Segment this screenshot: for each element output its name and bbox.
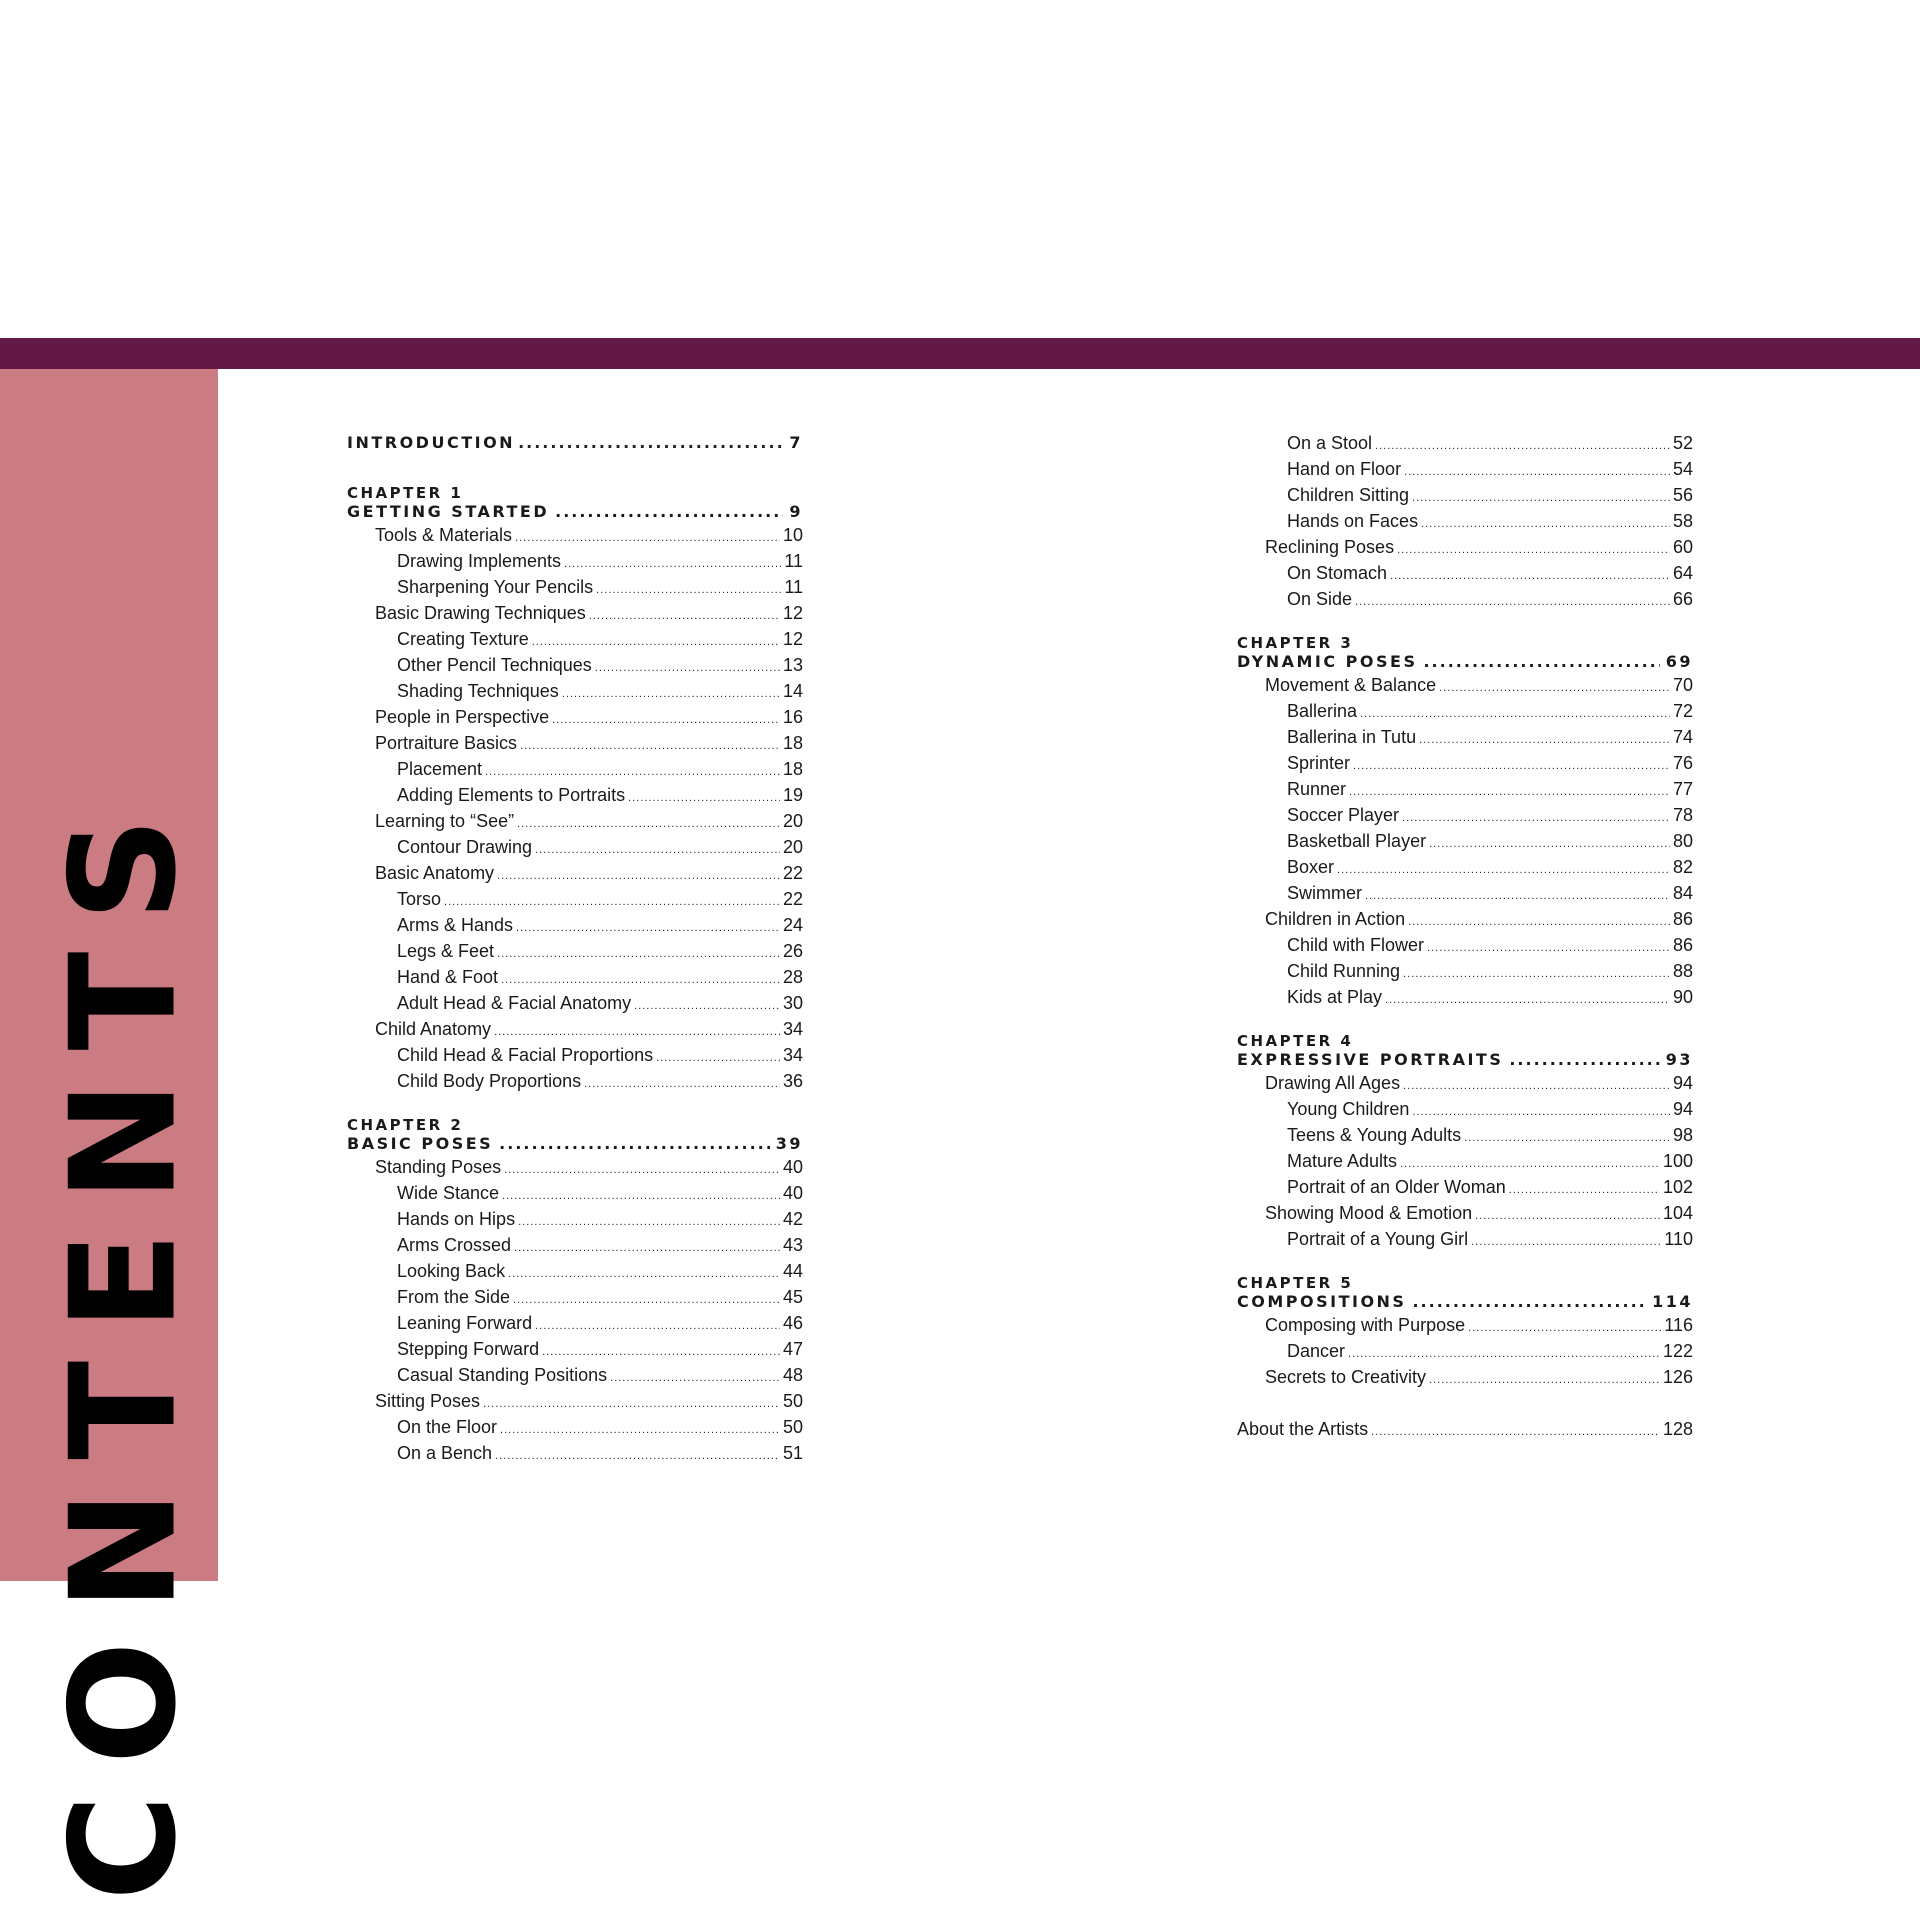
toc-entry-title: Casual Standing Positions	[397, 1365, 608, 1385]
toc-entry-page: 13	[782, 655, 803, 675]
toc-entry-title: Dancer	[1287, 1341, 1346, 1361]
toc-entry-page: 122	[1662, 1341, 1693, 1361]
dot-leader	[513, 1287, 780, 1313]
toc-entry[interactable]	[347, 912, 803, 938]
toc-entry-page: 46	[782, 1313, 803, 1333]
dot-leader	[1439, 675, 1670, 701]
toc-entry[interactable]	[347, 704, 803, 730]
toc-entry-title: Placement	[397, 759, 483, 779]
toc-entry-page: 43	[782, 1235, 803, 1255]
toc-entry-page: 34	[782, 1045, 803, 1065]
toc-entry-page: 47	[782, 1339, 803, 1359]
toc-entry-title: Swimmer	[1287, 883, 1362, 903]
dot-leader	[555, 502, 783, 522]
toc-entry-title: Other Pencil Techniques	[397, 655, 592, 675]
toc-entry[interactable]	[1237, 906, 1693, 932]
toc-entry[interactable]	[347, 1284, 803, 1310]
toc-entry-page: 98	[1672, 1125, 1693, 1145]
toc-entry[interactable]	[1237, 1338, 1693, 1364]
toc-entry[interactable]	[347, 1016, 803, 1042]
dot-leader	[517, 811, 780, 837]
toc-entry-title: About the Artists	[1237, 1419, 1369, 1439]
toc-entry-about-the-artists[interactable]	[1237, 1416, 1693, 1442]
toc-entry[interactable]	[347, 1388, 803, 1414]
toc-entry-page: 72	[1672, 701, 1693, 721]
toc-entry-page: 20	[782, 837, 803, 857]
toc-entry-page: 51	[782, 1443, 803, 1463]
dot-leader	[1412, 485, 1670, 511]
toc-entry-title: Sitting Poses	[375, 1391, 481, 1411]
toc-entry[interactable]	[1237, 456, 1693, 482]
toc-entry[interactable]	[1237, 776, 1693, 802]
chapter-page: 39	[775, 1134, 803, 1153]
chapter-page: 93	[1665, 1050, 1693, 1069]
dot-leader	[656, 1045, 780, 1071]
toc-entry[interactable]	[1237, 750, 1693, 776]
toc-entry-page: 11	[784, 551, 803, 571]
dot-leader	[1355, 589, 1670, 615]
toc-entry-title: Learning to “See”	[375, 811, 515, 831]
toc-entry-title: Hands on Faces	[1287, 511, 1419, 531]
toc-entry-page: 77	[1672, 779, 1693, 799]
dot-leader	[628, 785, 780, 811]
toc-entry[interactable]	[347, 1258, 803, 1284]
toc-entry-title: Wide Stance	[397, 1183, 500, 1203]
toc-entry-title: Looking Back	[397, 1261, 506, 1281]
toc-entry[interactable]	[347, 600, 803, 626]
toc-entry-page: 18	[782, 733, 803, 753]
dot-leader	[1404, 459, 1670, 485]
toc-entry[interactable]	[347, 522, 803, 548]
toc-entry-title: Reclining Poses	[1265, 537, 1395, 557]
toc-entry[interactable]	[347, 1206, 803, 1232]
toc-entry-title: Leaning Forward	[397, 1313, 533, 1333]
toc-entry[interactable]	[1237, 880, 1693, 906]
toc-entry-title: Runner	[1287, 779, 1347, 799]
toc-entry-page: 24	[782, 915, 803, 935]
toc-entry-page: 40	[782, 1157, 803, 1177]
toc-entry-page: 58	[1672, 511, 1693, 531]
dot-leader	[1464, 1125, 1670, 1151]
chapter-number: CHAPTER 5	[1237, 1274, 1354, 1292]
toc-entry-title: Child Head & Facial Proportions	[397, 1045, 654, 1065]
toc-entry[interactable]	[347, 938, 803, 964]
toc-entry-page: 80	[1672, 831, 1693, 851]
dot-leader	[1337, 857, 1670, 883]
toc-entry-page: 52	[1672, 433, 1693, 453]
chapter-heading[interactable]	[347, 502, 803, 522]
toc-entry-page: 45	[782, 1287, 803, 1307]
dot-leader	[535, 837, 780, 863]
toc-entry[interactable]	[347, 1310, 803, 1336]
toc-entry-title: Children in Action	[1265, 909, 1406, 929]
toc-entry[interactable]	[1237, 932, 1693, 958]
toc-entry[interactable]	[347, 834, 803, 860]
toc-entry-page: 18	[782, 759, 803, 779]
toc-entry-title: Boxer	[1287, 857, 1335, 877]
dot-leader	[1429, 831, 1670, 857]
chapter-number: CHAPTER 1	[347, 484, 464, 502]
toc-entry-page: 70	[1672, 675, 1693, 695]
toc-entry-page: 110	[1664, 1229, 1693, 1249]
toc-entry-title: Mature Adults	[1287, 1151, 1398, 1171]
toc-entry-page: 28	[782, 967, 803, 987]
toc-entry-page: 94	[1672, 1073, 1693, 1093]
toc-entry[interactable]	[1237, 482, 1693, 508]
toc-entry-page: 30	[782, 993, 803, 1013]
toc-entry[interactable]	[347, 1362, 803, 1388]
chapter-title: EXPRESSIVE PORTRAITS	[1237, 1050, 1504, 1069]
toc-entry-title: Basic Drawing Techniques	[375, 603, 586, 623]
chapter-number: CHAPTER 4	[1237, 1032, 1354, 1050]
toc-entry-title: Adding Elements to Portraits	[397, 785, 626, 805]
toc-entry[interactable]	[347, 1336, 803, 1362]
chapter-2	[347, 1116, 803, 1466]
toc-entry-page: 42	[782, 1209, 803, 1229]
toc-entry-title: Ballerina in Tutu	[1287, 727, 1417, 747]
toc-entry-title: On Side	[1287, 589, 1353, 609]
toc-entry-title: Child Body Proportions	[397, 1071, 582, 1091]
toc-entry[interactable]	[347, 808, 803, 834]
dot-leader	[1385, 987, 1670, 1013]
toc-entry-title: Basketball Player	[1287, 831, 1427, 851]
toc-entry-title: Hands on Hips	[397, 1209, 516, 1229]
toc-entry-page: 56	[1672, 485, 1693, 505]
toc-entry[interactable]	[1237, 724, 1693, 750]
toc-entry[interactable]	[1237, 1122, 1693, 1148]
dot-leader	[584, 1071, 780, 1097]
dot-leader	[502, 1183, 780, 1209]
toc-entry-page: 40	[782, 1183, 803, 1203]
toc-entry-page: 16	[782, 707, 803, 727]
dot-leader	[1397, 537, 1670, 563]
toc-entry-title: Tools & Materials	[375, 525, 513, 545]
toc-entry[interactable]	[1237, 508, 1693, 534]
toc-entry[interactable]	[1237, 698, 1693, 724]
toc-entry-page: 116	[1664, 1315, 1693, 1335]
dot-leader	[610, 1365, 780, 1391]
chapter-1	[347, 484, 803, 1094]
toc-entry-title: On a Stool	[1287, 433, 1373, 453]
dot-leader	[518, 1209, 780, 1235]
toc-entry-page: 50	[782, 1417, 803, 1437]
toc-entry-title: Adult Head & Facial Anatomy	[397, 993, 632, 1013]
toc-entry-title: From the Side	[397, 1287, 511, 1307]
toc-entry[interactable]	[347, 782, 803, 808]
toc-entry-page: 12	[782, 629, 803, 649]
dot-leader	[497, 941, 780, 967]
toc-entry-title: Portrait of a Young Girl	[1287, 1229, 1469, 1249]
toc-entry-introduction[interactable]	[347, 430, 803, 456]
toc-entry-page: 11	[784, 577, 803, 597]
toc-entry-page: 128	[1662, 1419, 1693, 1439]
chapter-heading[interactable]	[1237, 1050, 1693, 1070]
dot-leader	[520, 733, 780, 759]
dot-leader	[1421, 511, 1670, 537]
toc-entry[interactable]	[1237, 672, 1693, 698]
dot-leader	[1365, 883, 1670, 909]
toc-entry[interactable]	[1237, 1226, 1693, 1252]
toc-entry-page: 94	[1672, 1099, 1693, 1119]
dot-leader	[634, 993, 780, 1019]
toc-entry-title: Portrait of an Older Woman	[1287, 1177, 1506, 1197]
toc-entry-page: 66	[1672, 589, 1693, 609]
toc-entry[interactable]	[1237, 560, 1693, 586]
toc-entry[interactable]	[1237, 586, 1693, 612]
dot-leader	[516, 915, 780, 941]
toc-entry[interactable]	[347, 652, 803, 678]
toc-entry-title: Stepping Forward	[397, 1339, 540, 1359]
dot-leader	[504, 1157, 780, 1183]
dot-leader	[1427, 935, 1670, 961]
dot-leader	[1509, 1177, 1660, 1203]
toc-entry[interactable]	[1237, 828, 1693, 854]
toc-entry[interactable]	[347, 886, 803, 912]
dot-leader	[1353, 753, 1670, 779]
chapter-title: GETTING STARTED	[347, 502, 550, 521]
toc-entry-title: Kids at Play	[1287, 987, 1383, 1007]
toc-entry-page: 19	[782, 785, 803, 805]
toc-entry-page: 100	[1662, 1151, 1693, 1171]
toc-entry-title: Child Running	[1287, 961, 1401, 981]
toc-entry-page: 82	[1672, 857, 1693, 877]
toc-entry-title: INTRODUCTION	[347, 433, 516, 452]
toc-entry[interactable]	[347, 860, 803, 886]
dot-leader	[1371, 1419, 1660, 1445]
toc-entry-title: Hand on Floor	[1287, 459, 1402, 479]
toc-entry-page: 86	[1672, 909, 1693, 929]
toc-right-column	[1237, 430, 1693, 1442]
toc-entry[interactable]	[1237, 534, 1693, 560]
dot-leader	[500, 1417, 780, 1443]
toc-entry-page: 126	[1662, 1367, 1693, 1387]
chapter-title: DYNAMIC POSES	[1237, 652, 1418, 671]
toc-entry-page: 88	[1672, 961, 1693, 981]
toc-entry-title: Hand & Foot	[397, 967, 499, 987]
toc-entry-title: Contour Drawing	[397, 837, 533, 857]
toc-entry-page: 48	[782, 1365, 803, 1385]
toc-entry-title: Sprinter	[1287, 753, 1351, 773]
dot-leader	[1408, 909, 1670, 935]
toc-entry-page: 84	[1672, 883, 1693, 903]
dot-leader	[497, 863, 780, 889]
toc-entry[interactable]	[347, 730, 803, 756]
dot-leader	[1402, 805, 1670, 831]
toc-entry-title: Arms & Hands	[397, 915, 514, 935]
toc-entry-title: Ballerina	[1287, 701, 1358, 721]
chapter-title: BASIC POSES	[347, 1134, 494, 1153]
toc-entry-title: Standing Poses	[375, 1157, 502, 1177]
chapter-number: CHAPTER 2	[347, 1116, 464, 1134]
toc-entry-page: 78	[1672, 805, 1693, 825]
toc-entry-title: Drawing All Ages	[1265, 1073, 1401, 1093]
toc-entry-title: On the Floor	[397, 1417, 498, 1437]
dot-leader	[1412, 1292, 1646, 1312]
toc-entry-title: Children Sitting	[1287, 485, 1410, 505]
toc-entry[interactable]	[347, 1154, 803, 1180]
toc-entry-title: Creating Texture	[397, 629, 529, 649]
toc-entry[interactable]	[347, 964, 803, 990]
toc-entry[interactable]	[347, 1042, 803, 1068]
toc-entry-page: 26	[782, 941, 803, 961]
toc-entry[interactable]	[1237, 854, 1693, 880]
toc-entry-page: 50	[782, 1391, 803, 1411]
toc-entry[interactable]	[347, 990, 803, 1016]
toc-entry-title: Secrets to Creativity	[1265, 1367, 1427, 1387]
toc-entry[interactable]	[1237, 802, 1693, 828]
dot-leader	[508, 1261, 780, 1287]
toc-entry[interactable]	[347, 678, 803, 704]
toc-entry-title: Soccer Player	[1287, 805, 1400, 825]
dot-leader	[518, 430, 786, 456]
toc-entry[interactable]	[347, 1068, 803, 1094]
toc-entry-title: Showing Mood & Emotion	[1265, 1203, 1473, 1223]
top-band	[0, 338, 1920, 369]
toc-entry-page: 104	[1662, 1203, 1693, 1223]
toc-entry[interactable]	[1237, 1200, 1693, 1226]
chapter-page: 9	[789, 502, 803, 521]
toc-entry[interactable]	[1237, 1364, 1693, 1390]
toc-entry-page: 36	[782, 1071, 803, 1091]
toc-entry[interactable]	[1237, 1312, 1693, 1338]
toc-entry[interactable]	[347, 756, 803, 782]
toc-entry-page: 54	[1672, 459, 1693, 479]
dot-leader	[595, 655, 780, 681]
toc-entry-page: 74	[1672, 727, 1693, 747]
chapter-heading[interactable]	[1237, 652, 1693, 672]
toc-entry-title: Arms Crossed	[397, 1235, 512, 1255]
toc-entry-title: Movement & Balance	[1265, 675, 1437, 695]
toc-entry-page: 10	[782, 525, 803, 545]
dot-leader	[1475, 1203, 1660, 1229]
contents-title: CONTENTS	[39, 787, 209, 1901]
toc-entry-title: Torso	[397, 889, 442, 909]
chapter-number: CHAPTER 3	[1237, 634, 1354, 652]
toc-entry[interactable]	[347, 1180, 803, 1206]
toc-entry-title: Child Anatomy	[375, 1019, 492, 1039]
toc-entry-title: Young Children	[1287, 1099, 1410, 1119]
dot-leader	[552, 707, 780, 733]
dot-leader	[1375, 433, 1670, 459]
toc-entry[interactable]	[347, 574, 803, 600]
chapter-4	[1237, 1032, 1693, 1252]
toc-entry[interactable]	[347, 1440, 803, 1466]
toc-entry[interactable]	[1237, 430, 1693, 456]
toc-entry-page: 22	[782, 863, 803, 883]
toc-entry-title: People in Perspective	[375, 707, 550, 727]
chapter-3	[1237, 634, 1693, 1010]
dot-leader	[562, 681, 780, 707]
dot-leader	[535, 1313, 780, 1339]
side-band	[0, 369, 218, 1901]
dot-leader	[483, 1391, 780, 1417]
chapter-title: COMPOSITIONS	[1237, 1292, 1407, 1311]
dot-leader	[564, 551, 781, 577]
toc-entry-title: Basic Anatomy	[375, 863, 495, 883]
toc-entry[interactable]	[1237, 1096, 1693, 1122]
toc-entry-title: Legs & Feet	[397, 941, 495, 961]
toc-entry-page: 34	[782, 1019, 803, 1039]
dot-leader	[1468, 1315, 1661, 1341]
dot-leader	[1471, 1229, 1661, 1255]
chapter-page: 69	[1665, 652, 1693, 671]
toc-entry-title: On a Bench	[397, 1443, 493, 1463]
toc-entry[interactable]	[347, 548, 803, 574]
toc-entry[interactable]	[1237, 958, 1693, 984]
dot-leader	[1423, 652, 1659, 672]
dot-leader	[1509, 1050, 1659, 1070]
toc-entry-title: Composing with Purpose	[1265, 1315, 1466, 1335]
toc-entry-page: 7	[789, 433, 803, 452]
toc-entry[interactable]	[1237, 1148, 1693, 1174]
toc-entry-page: 64	[1672, 563, 1693, 583]
toc-entry[interactable]	[347, 1414, 803, 1440]
toc-entry-page: 44	[782, 1261, 803, 1281]
toc-entry-page: 76	[1672, 753, 1693, 773]
toc-entry[interactable]	[347, 1232, 803, 1258]
toc-entry-page: 60	[1672, 537, 1693, 557]
toc-entry[interactable]	[1237, 984, 1693, 1010]
chapter-heading[interactable]	[1237, 1292, 1693, 1312]
dot-leader	[495, 1443, 780, 1469]
toc-entry-page: 20	[782, 811, 803, 831]
chapter-heading[interactable]	[347, 1134, 803, 1154]
toc-entry-page: 12	[782, 603, 803, 623]
toc-entry[interactable]	[1237, 1070, 1693, 1096]
toc-entry-title: Portraiture Basics	[375, 733, 518, 753]
toc-entry-title: Child with Flower	[1287, 935, 1425, 955]
toc-entry-title: On Stomach	[1287, 563, 1388, 583]
toc-entry[interactable]	[1237, 1174, 1693, 1200]
dot-leader	[1429, 1367, 1660, 1393]
toc-entry-title: Teens & Young Adults	[1287, 1125, 1462, 1145]
toc-entry-page: 90	[1672, 987, 1693, 1007]
dot-leader	[596, 577, 781, 603]
chapter-5	[1237, 1274, 1693, 1390]
dot-leader	[499, 1134, 770, 1154]
dot-leader	[589, 603, 780, 629]
toc-entry-page: 86	[1672, 935, 1693, 955]
dot-leader	[514, 1235, 780, 1261]
dot-leader	[1403, 1073, 1670, 1099]
toc-entry-page: 102	[1662, 1177, 1693, 1197]
toc-left-column	[347, 430, 803, 1466]
dot-leader	[1390, 563, 1670, 589]
toc-entry-page: 14	[782, 681, 803, 701]
toc-entry-title: Sharpening Your Pencils	[397, 577, 594, 597]
toc-entry-title: Shading Techniques	[397, 681, 559, 701]
dot-leader	[1403, 961, 1670, 987]
chapter-page: 114	[1652, 1292, 1693, 1311]
toc-entry[interactable]	[347, 626, 803, 652]
dot-leader	[1419, 727, 1670, 753]
toc-entry-page: 22	[782, 889, 803, 909]
toc-entry-title: Drawing Implements	[397, 551, 562, 571]
